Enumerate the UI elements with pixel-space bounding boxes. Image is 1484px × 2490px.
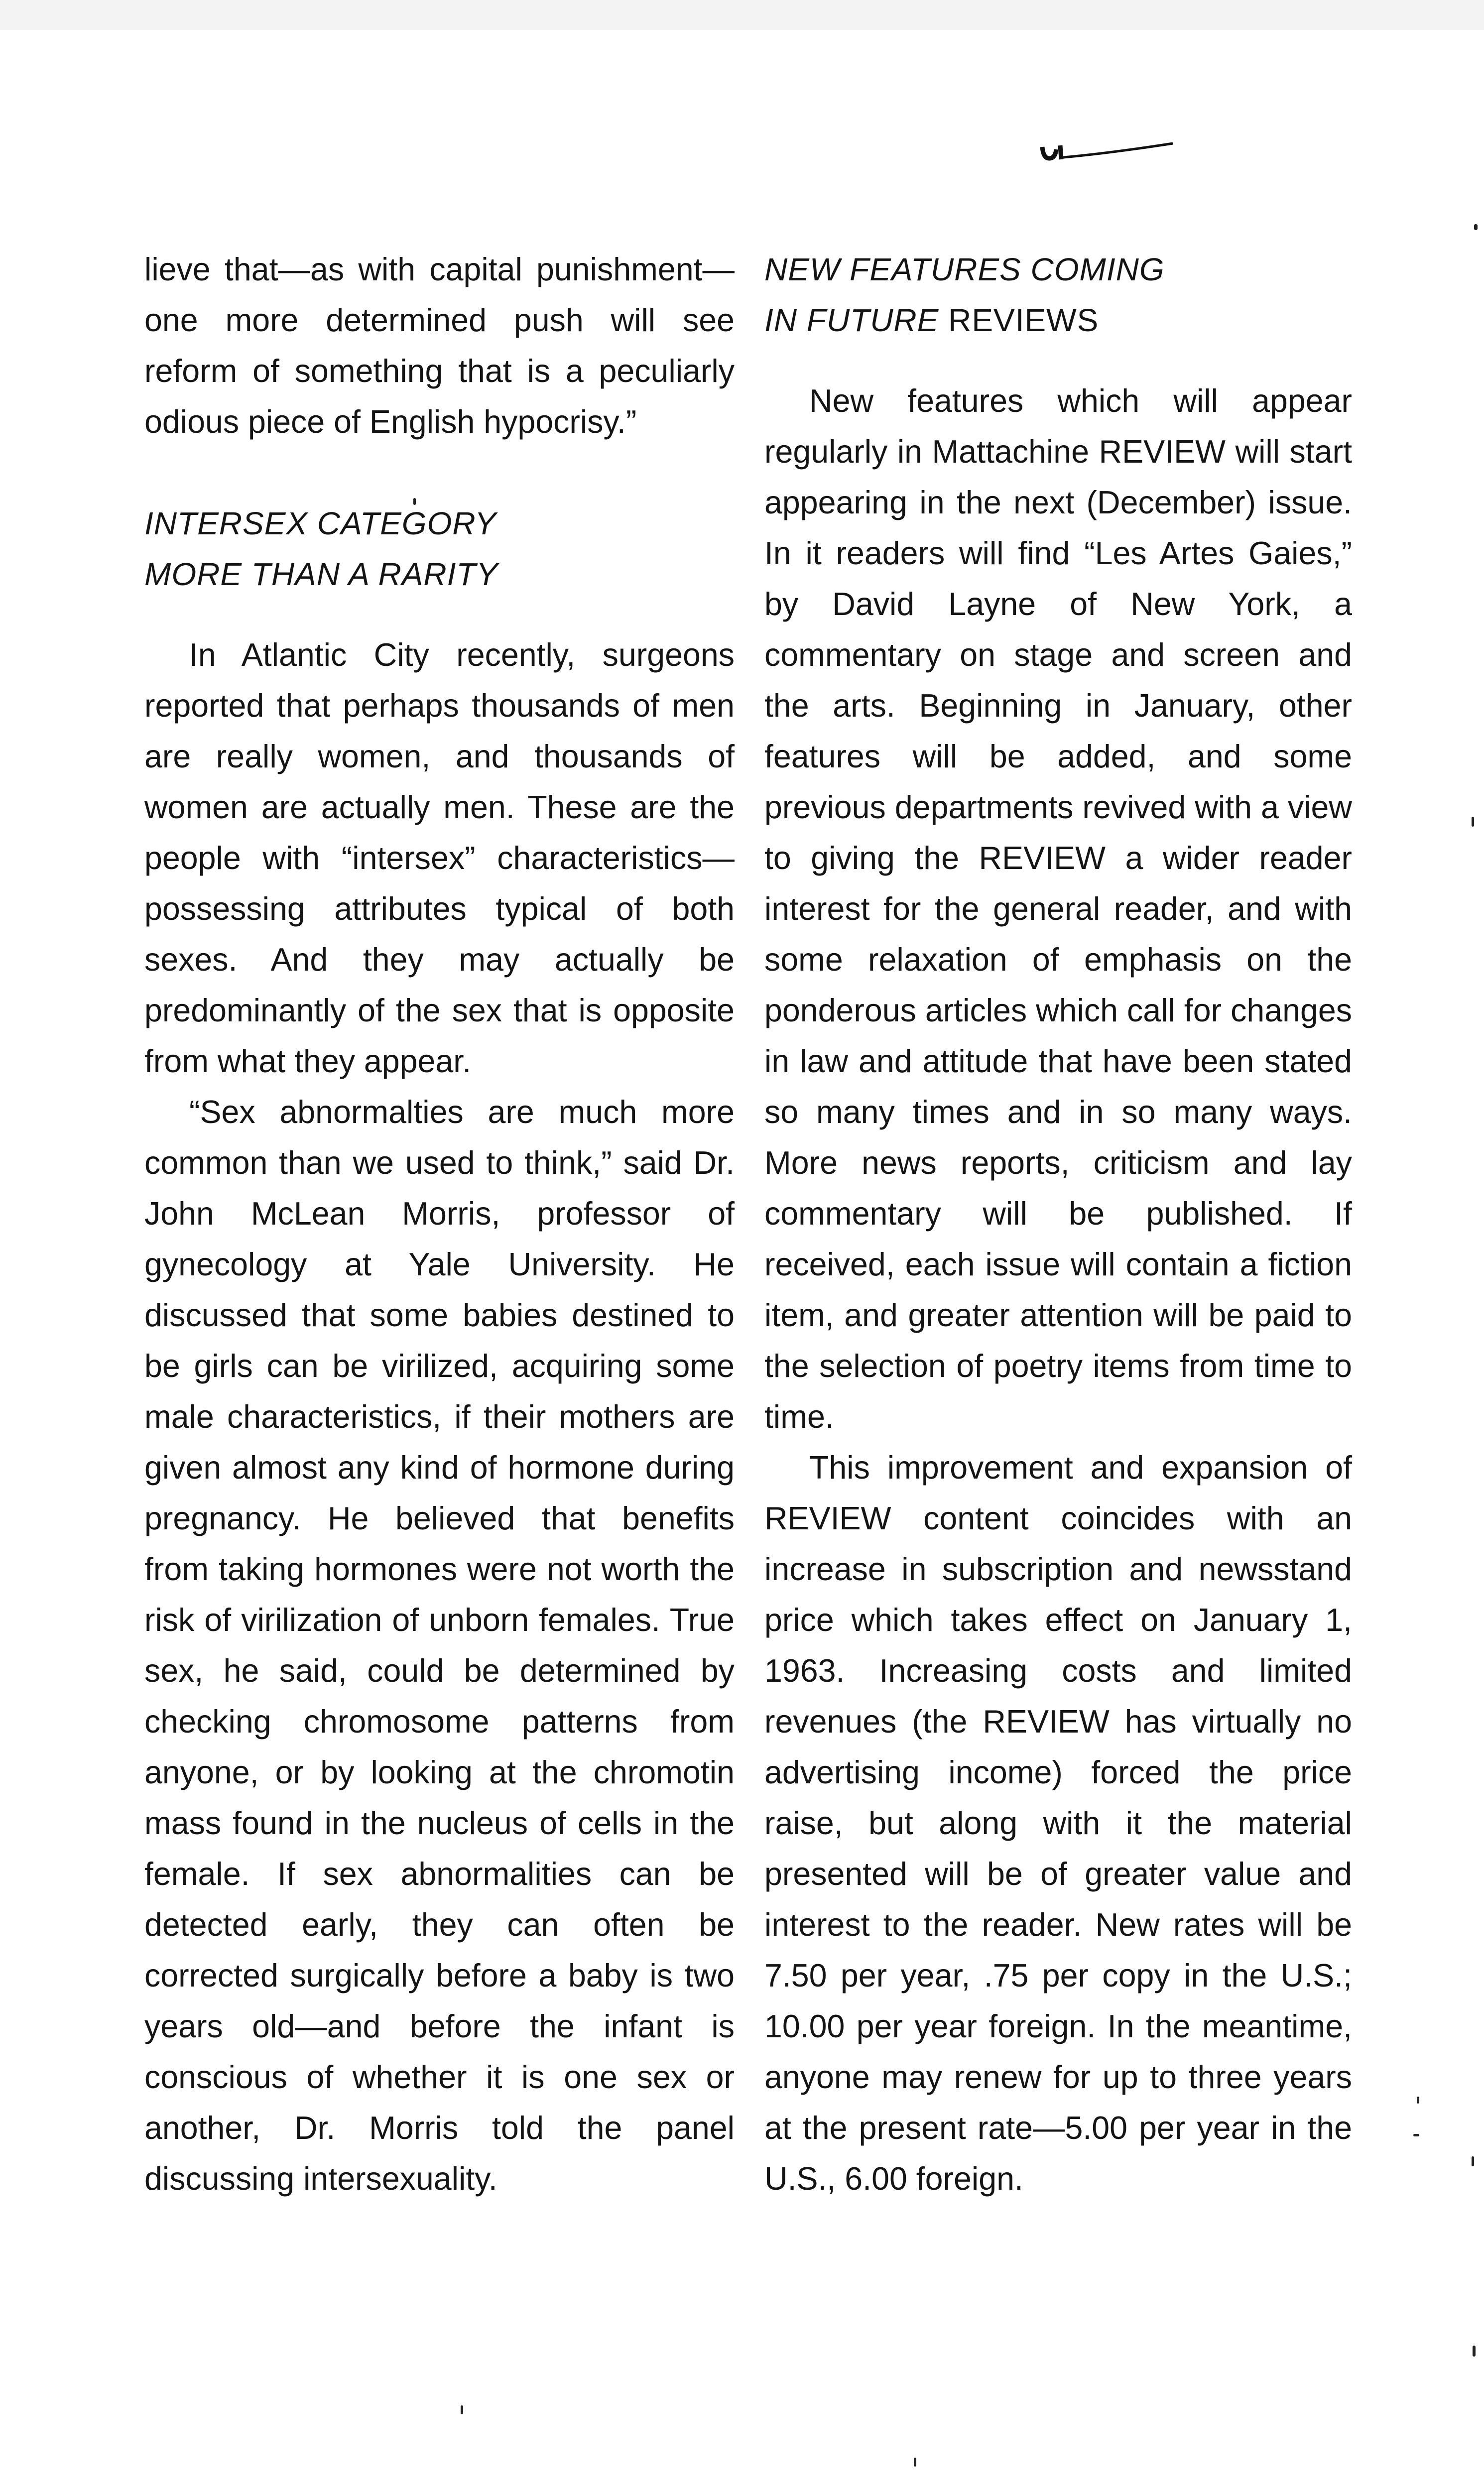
right-column (764, 244, 1352, 2204)
intersex-paragraph-2: “Sex abnormalties are much more common than we used to think,” said Dr. John McLean Morris, professor of gynecology at Yale University. He discussed that some babies destined to be girls can be virilized, acquiring some male characteristics, if their mothers are given almost any kind of hormone during pregnancy. He believed that benefits from taking hormones were not worth the risk of virilization of unborn females. True sex, he said, could be determined by checking chromosome patterns from anyone, or by looking at the chromotin mass found in the nucleus of cells in the female. If sex abnormalities can be detected early, they can often be corrected surgically before a baby is two years old—and before the infant is conscious of whether it is one sex or another, Dr. Morris told the panel discussing intersexuality. (144, 1094, 735, 2197)
new-features-paragraph-2: This improvement and expansion of REVIEW content coincides with an increase in subscription and newsstand price which takes effect on January 1, 1963. Increasing costs and limited revenues (the REVIEW has virtually no advertising income) forced the price raise, but along with it the material presented will be of greater value and interest to the reader. New rates will be 7.50 per year, .75 per copy in the U.S.; 10.00 per year foreign. In the meantime, anyone may renew for up to three years at the present rate—5.00 per year in the U.S., 6.00 foreign. (764, 1450, 1352, 2197)
scan-speck (1474, 224, 1478, 230)
new-features-heading-line2 (764, 295, 1352, 346)
left-column (144, 244, 735, 2204)
scan-speck (1472, 2156, 1474, 2166)
intersex-heading (144, 498, 735, 600)
scan-speck (461, 2405, 463, 2414)
intersex-paragraph-1: In Atlantic City recently, surgeons reported that perhaps thousands of men are really women, and thousands of women are actually men. These are the people with “intersex” characteristics—possessing attributes typical of both sexes. And they may actually be predominantly of the sex that is opposite from what they appear. (144, 637, 735, 1079)
new-features-heading-line1: NEW FEATURES COMING (764, 251, 1165, 287)
scan-speck (1472, 817, 1474, 827)
scan-top-border (0, 0, 1484, 30)
intersex-heading-line2: MORE THAN A RARITY (144, 556, 498, 592)
scan-speck (413, 498, 416, 505)
scan-speck (914, 2458, 916, 2467)
new-features-paragraph-1: New features which will appear regularly in Mattachine REVIEW will start appearing in the next (December) issue. In it readers will find “Les Artes Gaies,” by David Layne of New York, a commentary on stage and screen and the arts. Beginning in January, other features will be added, and some previous departments revived with a view to giving the REVIEW a wider reader interest for the general reader, and with some relaxation of emphasis on the ponderous articles which call for changes in law and attitude that have been stated so many times and in so many ways. More news reports, criticism and lay commentary will be published. If received, each issue will contain a fiction item, and greater attention will be paid to the selection of poetry items from time to time. (764, 383, 1352, 1435)
new-features-heading (764, 244, 1352, 346)
scan-speck (1473, 2346, 1476, 2357)
scan-speck (1413, 2134, 1419, 2136)
heading-roman-part: REVIEWS (948, 302, 1099, 338)
ink-mark (1038, 134, 1178, 169)
heading-italic-part: IN FUTURE (764, 302, 939, 338)
scan-speck (1417, 2097, 1419, 2104)
intersex-heading-line1: INTERSEX CATEGORY (144, 505, 496, 541)
continuation-paragraph: lieve that—as with capital punishment—one more determined push will see reform of something that is a peculiarly odious piece of English hypocrisy.” (144, 251, 735, 440)
